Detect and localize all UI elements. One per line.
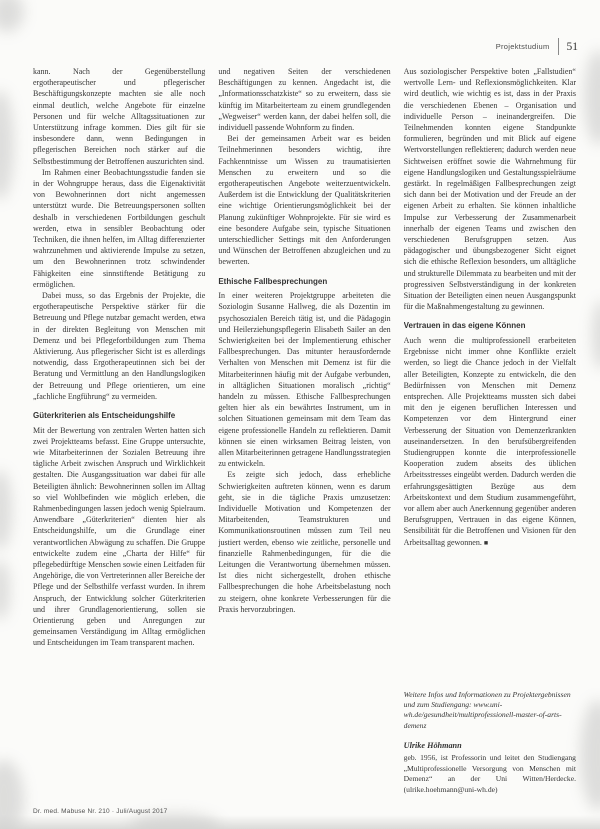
paragraph: Im Rahmen einer Beobachtungsstudie fanden sie in der Wohngruppe heraus, dass die Eigenaktivität von Bewohnerinnen dort nicht angemessen unterstützt wurde. Die Betreuungspersonen sollten deshalb in verschiedenen Fortbildungen geschult werden, etwa in sensibler Beobachtung oder Techniken, die ihnen helfen, im Alltag differenzierter wahrzunehmen und aktivierende Impulse zu setzen, um den Bewohnerinnen trotz schwindender Fähigkeiten eine sinnstiftende Betätigung zu ermöglichen.	[33, 167, 206, 289]
paragraph	[404, 335, 576, 549]
page-number: 51	[566, 40, 578, 53]
column-1	[33, 66, 205, 795]
author-name: Ulrike Höhmann	[403, 741, 462, 751]
header-section-label: Projektstudium	[495, 42, 550, 51]
scan-artifact	[0, 90, 14, 200]
paragraph: Bei der gemeinsamen Arbeit war es beiden Teilnehmerinnen besonders wichtig, ihre Fachkenntnisse um Wissen zu traumatisierten Menschen zu erweitern und so die ergotherapeutischen Angebote weiterzuentwickeln. Außerdem ist die Entwicklung der Qualitätskriterien eine wichtige Orientierungsmöglichkeit bei der Planung zukünftiger Wohnprojekte. Für sie wird es eine besondere Aufgabe sein, typische Situationen unterschiedlicher Settings mit den Anforderungen und Wünschen der Betroffenen abzugleichen und zu bewerten.	[218, 134, 391, 267]
column-3	[404, 66, 576, 795]
scan-artifact	[0, 560, 10, 620]
page-header	[496, 38, 578, 55]
paragraph: Mit der Bewertung von zentralen Werten hatten sich zwei Projektteams befasst. Eine Gruppe untersuchte, wie Mitarbeiterinnen der Sozialen Betreuung ihre tägliche Arbeit zwischen Anspruch und Wirklichkeit gestalten. Die Ausgangssituation war dabei für alle Beteiligten ähnlich: Bewohnerinnen sollen im Alltag so viel Wohlbefinden wie möglich erleben, die Rahmenbedingungen lassen jedoch wenig Spielraum. Anwendbare „Güterkriterien“ dienten hier als Entscheidungshilfe, um die Grundlage einer verantwortlichen Abwägung zu schaffen. Die Gruppe entwickelte zudem eine „Charta der Hilfe“ für pflegebedürftige Menschen sowie einen Leitfaden für Angehörige, die von Vertreterinnen aller Bereiche der Pflege und der Selbsthilfe verfasst wurden. In ihrem Anspruch, der Entwicklung solcher Güterkriterien und ihrer Grundlagenorientierung, sollen sie Orientierung geben und Anregungen zur gemeinsamen Verständigung im Alltag ermöglichen und Entscheidungen im Team transparent machen.	[33, 425, 206, 648]
end-of-article-icon: ■	[483, 538, 491, 547]
paragraph: kann. Nach der Gegenüberstellung ergotherapeutischer und pflegerischer Beschäftigungskonzepte machten sie alle noch einmal deutlich, welche Angebote für einzelne Personen und für welche Alltagssituationen zur Unterstützung infrage kommen. Dies gilt für sie insbesondere dann, wenn Bedingungen in pflegerischen Bereichen noch stärker auf die Selbstbestimmung der Betroffenen auszurichten sind.	[33, 67, 206, 166]
footer-credit: Dr. med. Mabuse Nr. 210 · Juli/August 2017	[33, 808, 168, 815]
paragraph: Dabei muss, so das Ergebnis der Projekte, die ergotherapeutische Perspektive stärker für die Betreuung und Pflege nutzbar gemacht werden, etwa in der direkten Begleitung von Menschen mit Demenz und bei Pflegefortbildungen zum Thema Aktivierung. Aus pflegerischer Sicht ist es allerdings notwendig, dass Ergotherapeutinnen sich bei der Beratung und Vermittlung an den Handlungslogiken der Betreuung und Pflege orientieren, um eine „fachliche Engführung“ zu vermeiden.	[33, 291, 206, 401]
scan-artifact	[0, 0, 24, 32]
info-note: Weitere Infos und Informationen zu Projektergebnissen und zum Studiengang: www.uni-wh.de/gesundheit/multiprofessionell-master-of-arts-demenz	[403, 689, 571, 730]
scan-artifact	[584, 50, 600, 145]
header-divider	[558, 38, 559, 55]
section-heading-gueterkriterien: Güterkriterien als Entscheidungshilfe	[33, 411, 176, 421]
paragraph: In einer weiteren Projektgruppe arbeiteten die Soziologin Susanne Hallweg, die als Dozentin im psychosozialen Bereich tätig ist, und die Pädagogin und Heilerziehungspflegerin Elisabeth Sailer an den Schwierigkeiten bei der Implementierung ethischer Fallbesprechungen. Das mitunter herausfordernde Verhalten von Menschen mit Demenz ist für die Mitarbeiterinnen häufig mit der Aufgabe verbunden, in alltäglichen Situationen moralisch „richtig“ handeln zu müssen. Ethische Fallbesprechungen gelten hier als ein bewährtes Instrument, um in solchen Situationen gemeinsam mit dem Team das eigene professionelle Handeln zu reflektieren. Damit können sie einen wirksamen Beitrag leisten, von allen Mitarbeiterinnen getragene Handlungsstrategien zu entwickeln.	[218, 291, 391, 469]
scan-artifact	[0, 815, 600, 829]
paragraph-text: Auch wenn die multiprofessionell erarbeiteten Ergebnisse nicht immer ohne Konflikte erzielt werden, so liegt die Chance jedoch in der Vielfalt aller Beteiligten, Konzepte zu entwickeln, die den Bedürfnissen von Menschen mit Demenz entsprechen. Alle Projektteams mussten sich dabei mit den je eigenen beruflichen Interessen und Kompetenzen vor dem Hintergrund einer Verbesserung der Situation von Demenzerkrankten auseinandersetzen. In den berufsübergreifenden Studiengruppen konnte die interprofessionelle Kooperation zudem abseits des üblichen Arbeitsstresses eingeübt werden. Dadurch werden die erfahrungsgesättigten Bezüge aus dem Arbeitskontext und dem Studium zusammengeführt, vor allem aber auch Anerkennung gegenüber anderen Berufsgruppen, Vertrauen in das eigene Können, Sensibilität für die Betroffenen und Visionen für den Arbeitsalltag gewonnen.	[403, 335, 576, 547]
paragraph: und negativen Seiten der verschiedenen Beschäftigungen zu kennen. Angedacht ist, die „Informationsschatzkiste“ so zu erweitern, dass sie künftig im Mitarbeiterteam zu einem grundlegenden „Wegweiser“ werden kann, der dabei helfen soll, die individuell passende Wohnform zu finden.	[218, 67, 391, 133]
scan-artifact	[0, 470, 12, 550]
paragraph: Es zeigte sich jedoch, dass erhebliche Schwierigkeiten auftreten können, wenn es darum geht, sie in die tägliche Praxis umzusetzen: Individuelle Motivation und Kompetenzen der Mitarbeitenden, Teamstrukturen und Kommunikationsroutinen müssen zum Teil neu justiert werden, ebenso wie zeitliche, personelle und finanzielle Rahmenbedingungen, für die die Leitungen die Verantwortung übernehmen müssen. Ist dies nicht sichergestellt, drohen ethische Fallbesprechungen die hohe Arbeitsbelastung noch zu steigern, ohne konkrete Verbesserungen für die Praxis hervorzubringen.	[218, 470, 391, 614]
article-body	[33, 66, 576, 795]
section-heading-vertrauen: Vertrauen in das eigene Können	[403, 321, 526, 331]
author-bio: geb. 1956, ist Professorin und leitet den Studiengang „Multiprofessionelle Versorgung von Menschen mit Demenz“ an der Uni Witten/Herdecke. (ulrike.hoehmann@uni-wh.de)	[403, 753, 576, 794]
column-3-text	[404, 66, 576, 549]
section-heading-ethische-fallbesprechungen: Ethische Fallbesprechungen	[218, 276, 328, 286]
column-2	[218, 66, 390, 795]
paragraph: Aus soziologischer Perspektive boten „Fallstudien“ wertvolle Lern- und Reflexionsmöglichkeiten. Klar wird deutlich, wie wichtig es ist, dass in der Praxis die verschiedenen Ebenen – Organisation und individuelle Person – ineinandergreifen. Die Teilnehmenden konnten eigene Standpunkte formulieren, begründen und mit Blick auf eigene Wertvorstellungen reflektieren; dadurch werden neue Sichtweisen eröffnet sowie die Wahrnehmung für eigene Handlungslogiken und Gestaltungsspielräume gestärkt. In regelmäßigen Fallbesprechungen zeigt sich dann bei der Motivation und der Freude an der eigenen Arbeit zu erhalten. Sie können inhaltliche Impulse zur Verbesserung der Zusammenarbeit innerhalb der eigenen Teams und zwischen den verschiedenen Berufsgruppen setzen. Aus pädagogischer und übungsbezogener Sicht eignet sich die ethische Reflexion besonders, um alltägliche und strukturelle Dilemmata zu bearbeiten und mit der progressiven Selbstverständigung in der konkreten Situation der Beteiligten einen neuen Ausgangspunkt für die Maßnahmengestaltung zu gewinnen.	[403, 67, 576, 312]
author-block	[404, 682, 576, 795]
scan-artifact	[592, 300, 600, 370]
scan-artifact	[580, 700, 600, 810]
